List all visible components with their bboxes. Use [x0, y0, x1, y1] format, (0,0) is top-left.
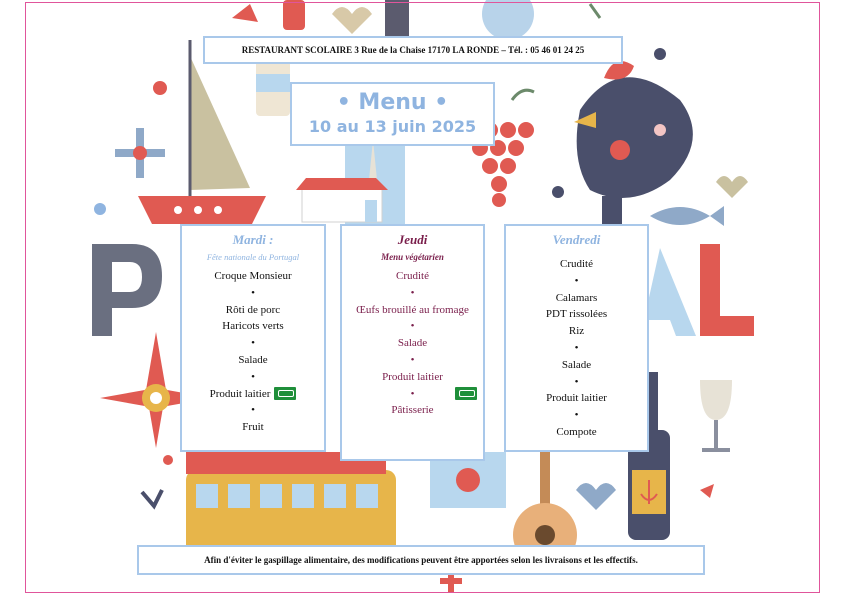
- footer-note: Afin d'éviter le gaspillage alimentaire, des modifications peuvent être apportées selon les livraisons et les effectifs.: [204, 555, 638, 565]
- separator-bullet: •: [251, 370, 255, 383]
- separator-bullet: •: [251, 286, 255, 299]
- separator-bullet: •: [251, 404, 255, 417]
- day-subtitle: Menu végétarien: [381, 252, 444, 262]
- menu-dates: 10 au 13 juin 2025: [308, 117, 477, 136]
- menu-item: Compote: [556, 425, 597, 438]
- menu-item: Pâtisserie: [391, 404, 434, 417]
- menu-item: Calamars: [555, 291, 598, 304]
- menu-item-row: [182, 386, 324, 403]
- menu-item: Produit laitier: [546, 392, 607, 405]
- restaurant-address: RESTAURANT SCOLAIRE 3 Rue de la Chaise 17170 LA RONDE – Tél. : 05 46 01 24 25: [241, 45, 585, 55]
- menu-item: Rôti de porc: [225, 303, 281, 316]
- day-card-jeudi: [340, 224, 485, 461]
- menu-title: • Menu •: [336, 90, 449, 115]
- menu-title-box: [290, 82, 495, 146]
- separator-bullet: •: [574, 375, 579, 388]
- day-title: Vendredi: [552, 232, 601, 247]
- menu-items: [182, 268, 324, 436]
- separator-bullet: •: [574, 274, 579, 287]
- menu-item: Riz: [568, 325, 585, 338]
- menu-item: Œufs brouillé au fromage: [356, 303, 469, 316]
- school-restaurant-header: [203, 36, 623, 64]
- day-title: Jeudi: [397, 232, 428, 247]
- menu-item: Crudité: [396, 270, 429, 282]
- menu-item: Crudité: [560, 258, 593, 270]
- day-subtitle: Fête nationale du Portugal: [206, 252, 300, 262]
- day-card-mardi: [180, 224, 326, 452]
- menu-items: [342, 268, 483, 419]
- separator-bullet: •: [410, 387, 415, 400]
- menu-item: Haricots verts: [222, 320, 284, 333]
- menu-item: Fruit: [242, 421, 264, 434]
- day-title: Mardi :: [232, 232, 274, 247]
- separator-bullet: •: [251, 337, 255, 350]
- separator-bullet: •: [410, 320, 415, 333]
- separator-bullet: •: [410, 353, 415, 366]
- menu-item: Salade: [238, 353, 268, 366]
- bio-label-icon: [274, 387, 296, 400]
- separator-bullet: •: [410, 286, 415, 299]
- day-card-vendredi: [504, 224, 649, 452]
- menu-item: Salade: [561, 358, 592, 371]
- food-waste-notice: [137, 545, 705, 575]
- menu-item: Produit laitier: [382, 370, 443, 383]
- separator-bullet: •: [574, 341, 579, 354]
- menu-item: Produit laitier: [209, 387, 271, 400]
- separator-bullet: •: [574, 409, 579, 422]
- menu-items: [506, 256, 647, 441]
- bio-label-icon: [455, 387, 477, 400]
- menu-item-row: [342, 386, 483, 403]
- menu-item: Croque Monsieur: [214, 270, 292, 282]
- menu-item: Salade: [397, 337, 428, 350]
- menu-item: PDT rissolées: [545, 308, 608, 321]
